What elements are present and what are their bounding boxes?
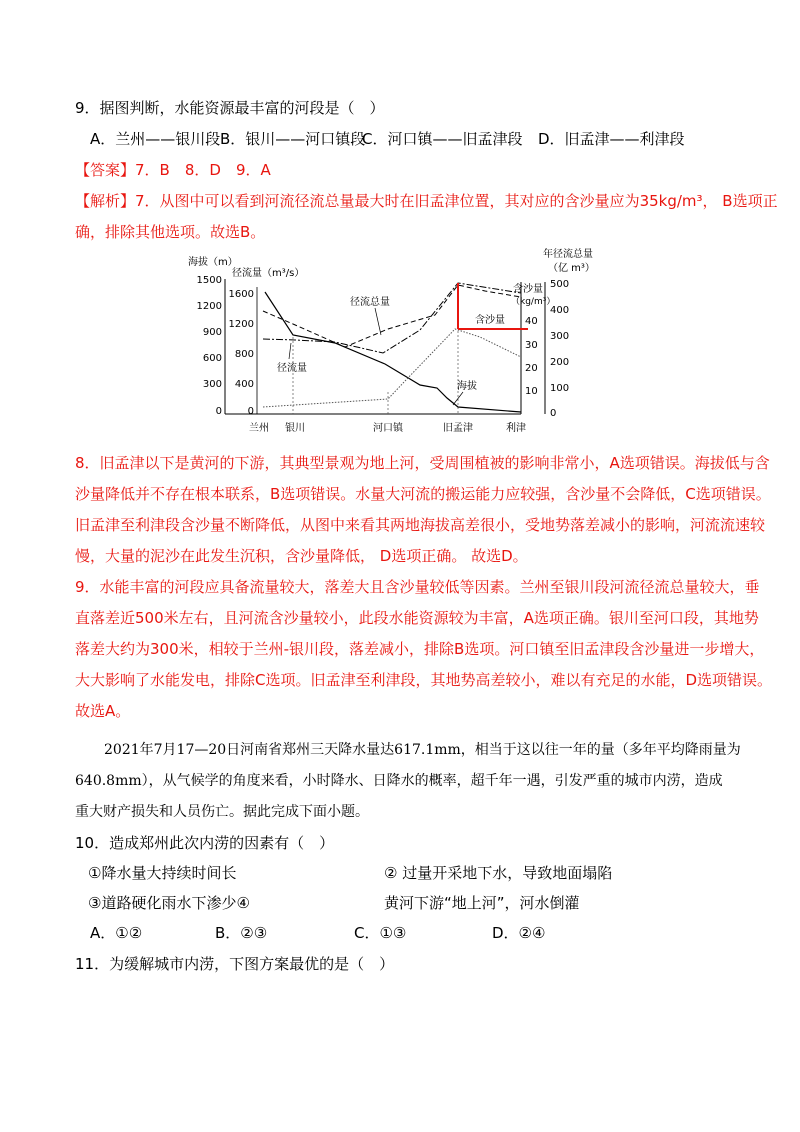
- station-label: 河口镇: [373, 423, 403, 434]
- q9-stem: 9．据图判断，水能资源最丰富的河段是（ ）: [75, 99, 385, 117]
- analysis-9-line: 大大影响了水能发电，排除C选项。旧孟津至利津段，其地势高差较小，难以有充足的水能，D选项错误。: [75, 671, 773, 689]
- total-flow-label: 径流总量: [350, 297, 390, 308]
- altitude-tick: 1200: [196, 301, 222, 312]
- q10-option-d: D．②④: [492, 924, 546, 942]
- sediment-axis-title-1: 含沙量: [513, 284, 543, 295]
- total-tick: 300: [550, 331, 570, 342]
- passage-line: 640.8mm），从气候学的角度来看，小时降水、日降水的概率，超千年一遇，引发严重的城市内涝，造成: [75, 773, 723, 789]
- analysis-9-line: 落差大约为300米，相较于兰州-银川段，落差减小，排除B选项。河口镇至旧孟津段含沙量进一步增大，: [75, 640, 765, 658]
- sediment-tick: 10: [525, 386, 538, 397]
- altitude-tick: 900: [202, 327, 222, 338]
- station-label: 兰州: [249, 423, 269, 434]
- altitude-tick: 1500: [196, 275, 222, 286]
- analysis-9-line: 直落差近500米左右，且河流含沙量较小，此段水能资源较为丰富，A选项正确。银川至河口段，其地势: [75, 609, 759, 627]
- q10-item-3: ③道路硬化雨水下渗少④: [88, 894, 250, 912]
- q9-option-c: C．河口镇——旧孟津段: [362, 130, 523, 148]
- altitude-ticks: [197, 275, 222, 417]
- analysis-7-line2: 确，排除其他选项。故选B。: [75, 223, 266, 241]
- analysis-8-line: 沙量降低并不存在根本联系，B选项错误。水量大河流的搬运能力应较强，含沙量不会降低，C选项错误。: [75, 485, 771, 503]
- q10-stem: 10．造成郑州此次内涝的因素有（ ）: [75, 834, 335, 852]
- analysis-7-line1: [75, 190, 778, 212]
- flow-tick: 1200: [228, 319, 254, 330]
- passage-line: 重大财产损失和人员伤亡。据此完成下面小题。: [75, 804, 369, 820]
- flow-tick: 1600: [228, 289, 254, 300]
- total-tick: 100: [550, 383, 570, 394]
- analysis-8-line: 8．旧孟津以下是黄河的下游，其典型景观为地上河，受周围植被的影响非常小，A选项错误。海拔低与含: [75, 454, 770, 472]
- flow-ticks: [229, 289, 254, 417]
- altitude-tick: 600: [202, 353, 222, 364]
- answer-text: 7．B 8．D 9．A: [135, 161, 271, 179]
- station-label: 旧孟津: [443, 423, 473, 434]
- total-axis-title-1: 年径流总量: [543, 249, 593, 260]
- q10-item-1: ①降水量大持续时间长: [88, 864, 237, 882]
- q10-option-c: C．①③: [354, 924, 407, 942]
- total-tick: 0: [550, 408, 557, 419]
- analysis-8-line: 旧孟津至利津段含沙量不断降低，从图中来看其两地海拔高差很小，受地势落差减小的影响，河流流速较: [75, 516, 766, 534]
- total-tick: 400: [550, 305, 570, 316]
- station-label: 银川: [285, 423, 305, 434]
- sediment-tick: 40: [525, 316, 538, 327]
- q10-item-2: ② 过量开采地下水，导致地面塌陷: [384, 864, 613, 882]
- sediment-tick: 20: [525, 363, 538, 374]
- altitude-axis-title: 海拔（m）: [188, 257, 238, 268]
- sediment-label: 含沙量: [475, 315, 505, 326]
- analysis-tag: 【解析】: [75, 192, 136, 210]
- altitude-tick: 0: [215, 406, 222, 417]
- q10-option-b: B．②③: [215, 924, 268, 942]
- q9-option-a: A．兰州——银川段: [90, 130, 221, 148]
- q9-option-d: D．旧孟津——利津段: [538, 130, 685, 148]
- analysis-7-text: 7．从图中可以看到河流径流总量最大时在旧孟津位置，其对应的含沙量应为35kg/m³， B选项正: [135, 192, 778, 210]
- flow-axis-title: 径流量（m³/s）: [232, 268, 305, 279]
- station-labels: [249, 421, 526, 434]
- total-tick: 500: [550, 279, 570, 290]
- runoff-label: 径流量: [277, 363, 307, 374]
- flow-tick: 400: [234, 379, 254, 390]
- q11-stem: 11．为缓解城市内涝，下图方案最优的是（ ）: [75, 955, 395, 973]
- total-tick: 200: [550, 357, 570, 368]
- passage-line: 2021年7月17—20日河南省郑州三天降水量达617.1mm，相当于这以往一年的量（多年平均降雨量为: [104, 742, 741, 758]
- sediment-axis-title-2: （kg/m³）: [511, 297, 556, 307]
- q9-option-b: B．银川——河口镇段: [220, 130, 366, 148]
- analysis-9-line: 故选A。: [75, 702, 131, 720]
- analysis-8-line: 慢，大量的泥沙在此发生沉积，含沙量降低， D选项正确。 故选D。: [75, 547, 528, 565]
- total-axis-title-2: （亿 m³）: [548, 263, 595, 274]
- answer-line: [75, 159, 271, 181]
- q10-item-4: 黄河下游“地上河”，河水倒灌: [384, 894, 580, 912]
- yellow-river-profile-figure: [185, 247, 615, 439]
- sediment-tick: 30: [525, 340, 538, 351]
- flow-tick: 0: [247, 406, 254, 417]
- altitude-label: 海拔: [457, 381, 477, 392]
- q10-option-a: A．①②: [90, 924, 143, 942]
- flow-tick: 800: [234, 349, 254, 360]
- altitude-tick: 300: [202, 379, 222, 390]
- analysis-9-line: 9．水能丰富的河段应具备流量较大，落差大且含沙量较低等因素。兰州至银川段河流径流总量较大，垂: [75, 578, 760, 596]
- answer-tag: 【答案】: [75, 161, 136, 179]
- station-label: 利津: [506, 423, 526, 434]
